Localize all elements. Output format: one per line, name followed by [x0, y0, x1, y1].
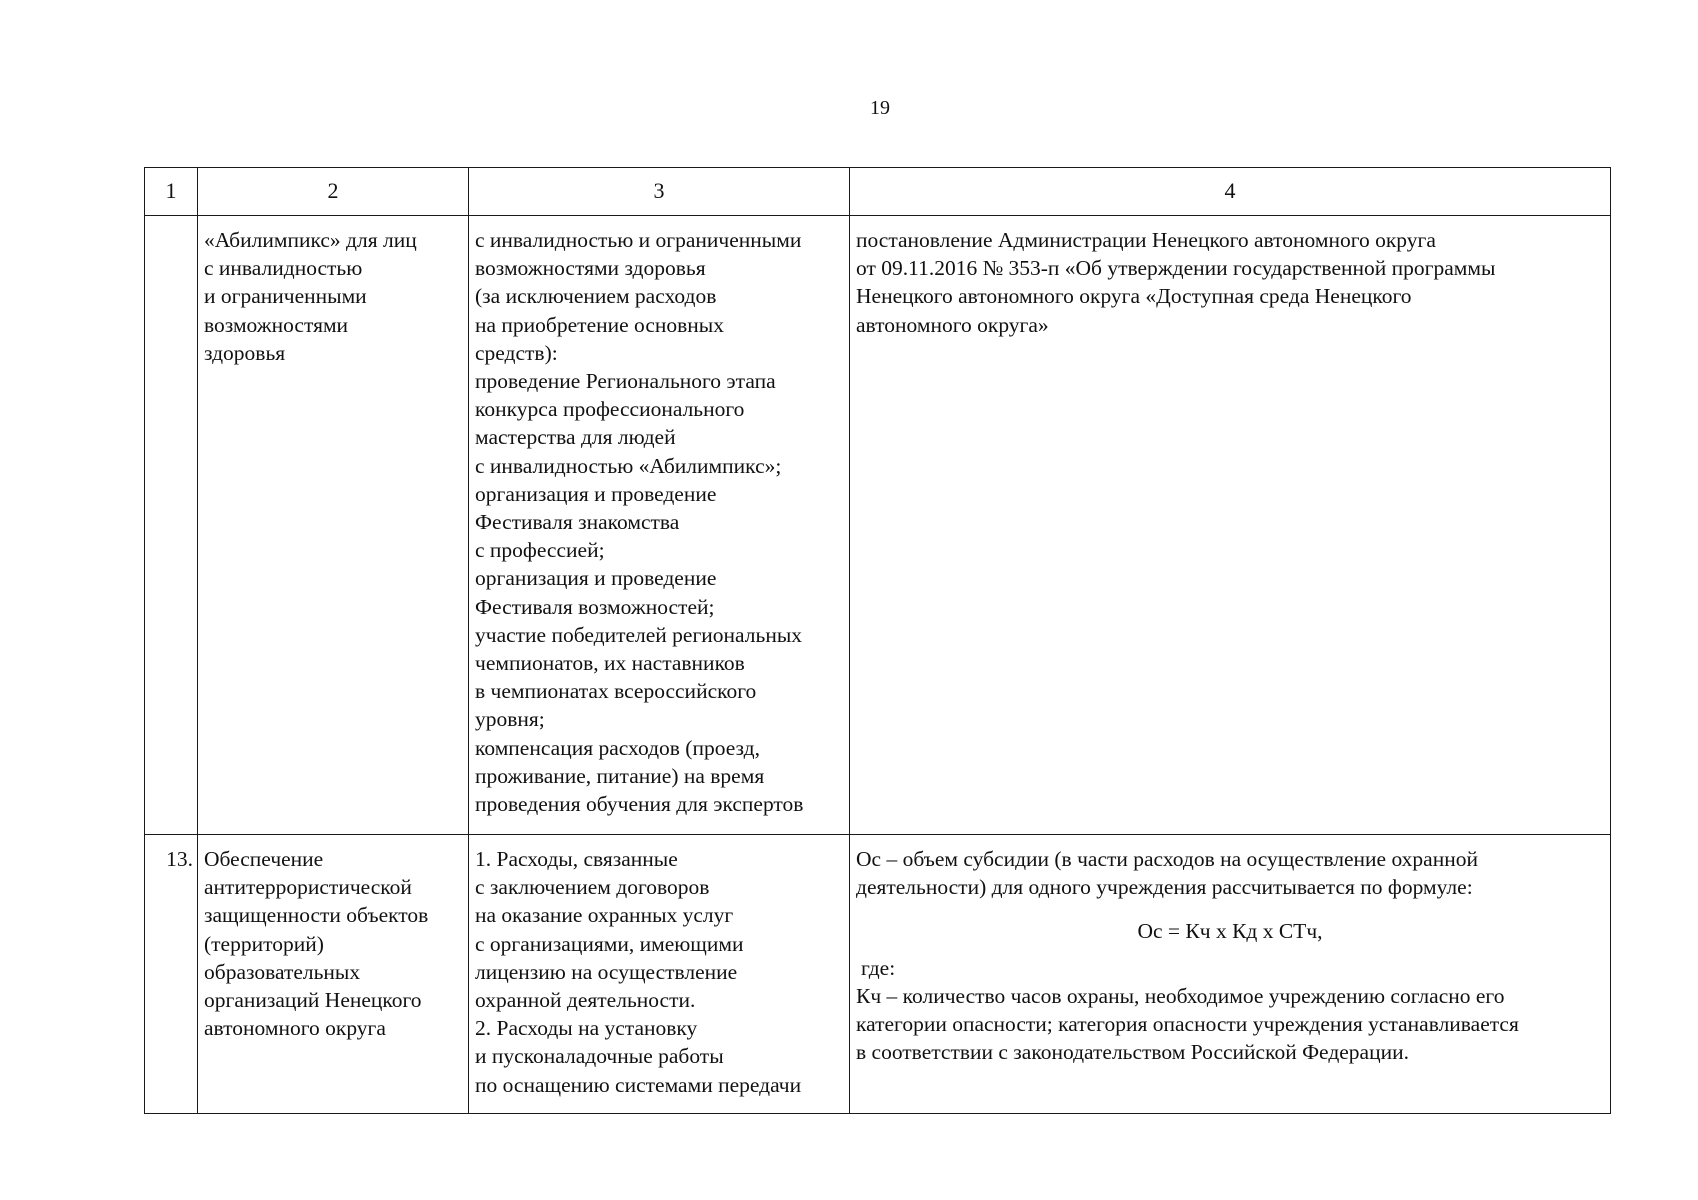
column-header-1: 1 — [145, 168, 198, 216]
cell-line: с инвалидностью «Абилимпикс»; — [475, 453, 782, 478]
cell-line: с заключением договоров — [475, 875, 710, 900]
cell-line: (за исключением расходов — [475, 284, 717, 309]
cell-line: Ос – объем субсидии (в части расходов на осуществление охранной — [856, 847, 1478, 871]
cell-line: организация и проведение — [475, 566, 717, 591]
document-table — [144, 167, 1611, 1114]
cell-line: «Абилимпикс» для лиц — [204, 228, 417, 252]
cell-line: деятельности) для одного учреждения рассчитывается по формуле: — [856, 875, 1473, 900]
cell-line: на оказание охранных услуг — [475, 903, 734, 928]
row-number-cell — [145, 216, 198, 835]
cell-line: (территорий) — [204, 931, 324, 956]
cell-line: компенсация расходов (проезд, — [475, 735, 760, 760]
cell-line: постановление Администрации Ненецкого автономного округа — [856, 228, 1436, 252]
cell-line: Фестиваля возможностей; — [475, 594, 715, 619]
cell-line: проведение Регионального этапа — [475, 369, 776, 394]
row-name-cell — [198, 216, 469, 835]
cell-line: Кч – количество часов охраны, необходимое учреждению согласно его — [856, 983, 1505, 1008]
cell-line: участие победителей региональных — [475, 622, 803, 647]
cell-line: и ограниченными — [204, 284, 367, 309]
cell-line: с инвалидностью и ограниченными — [475, 228, 802, 252]
page-number: 19 — [870, 97, 890, 119]
cell-line: автономного округа — [204, 1016, 386, 1041]
cell-line: 1. Расходы, связанные — [475, 847, 678, 871]
column-header-4: 4 — [850, 168, 1611, 216]
cell-line: антитеррористической — [204, 875, 412, 900]
cell-line: на приобретение основных — [475, 312, 724, 337]
where-label: где: — [861, 955, 896, 980]
cell-line: здоровья — [204, 340, 286, 365]
cell-line: 2. Расходы на установку — [475, 1016, 698, 1041]
row-name-cell — [198, 835, 469, 1114]
cell-line: с организациями, имеющими — [475, 931, 744, 956]
cell-line: организация и проведение — [475, 481, 717, 506]
cell-line: с профессией; — [475, 538, 605, 563]
table-row — [145, 216, 1611, 835]
cell-line: чемпионатов, их наставников — [475, 651, 745, 676]
cell-line: возможностями — [204, 312, 349, 337]
cell-line: мастерства для людей — [475, 425, 676, 450]
row-basis-cell — [850, 216, 1611, 835]
row-expenses-cell — [469, 216, 850, 835]
cell-line: защищенности объектов — [204, 903, 429, 928]
column-header-2: 2 — [198, 168, 469, 216]
row-expenses-cell — [469, 835, 850, 1114]
cell-line: охранной деятельности. — [475, 988, 696, 1013]
cell-line: проведения обучения для экспертов — [475, 792, 804, 817]
cell-line: с инвалидностью — [204, 256, 363, 281]
cell-line: конкурса профессионального — [475, 397, 745, 422]
cell-line: в соответствии с законодательством Российской Федерации. — [856, 1040, 1409, 1065]
cell-line: лицензию на осуществление — [475, 959, 738, 984]
cell-line: автономного округа» — [856, 312, 1049, 337]
cell-line: средств): — [475, 340, 558, 365]
cell-line: Ненецкого автономного округа «Доступная среда Ненецкого — [856, 284, 1412, 309]
row-basis-cell — [850, 835, 1611, 1114]
table-row — [145, 835, 1611, 1114]
cell-line: образовательных — [204, 959, 361, 984]
cell-line: уровня; — [475, 707, 545, 732]
column-header-3: 3 — [469, 168, 850, 216]
cell-line: категории опасности; категория опасности учреждения устанавливается — [856, 1012, 1519, 1037]
cell-line: в чемпионатах всероссийского — [475, 679, 757, 704]
cell-line: Фестиваля знакомства — [475, 510, 680, 535]
cell-line: организаций Ненецкого — [204, 988, 422, 1013]
cell-line: по оснащению системами передачи — [475, 1072, 802, 1097]
formula: Ос = Кч x Кд x СТч, — [1137, 919, 1323, 944]
table-header-row — [145, 168, 1611, 216]
cell-line: и пусконаладочные работы — [475, 1044, 724, 1069]
cell-line: от 09.11.2016 № 353-п «Об утверждении государственной программы — [856, 256, 1496, 281]
cell-line: проживание, питание) на время — [475, 763, 765, 788]
row-number-cell: 13. — [145, 835, 198, 1114]
cell-line: Обеспечение — [204, 847, 324, 871]
cell-line: возможностями здоровья — [475, 256, 706, 281]
